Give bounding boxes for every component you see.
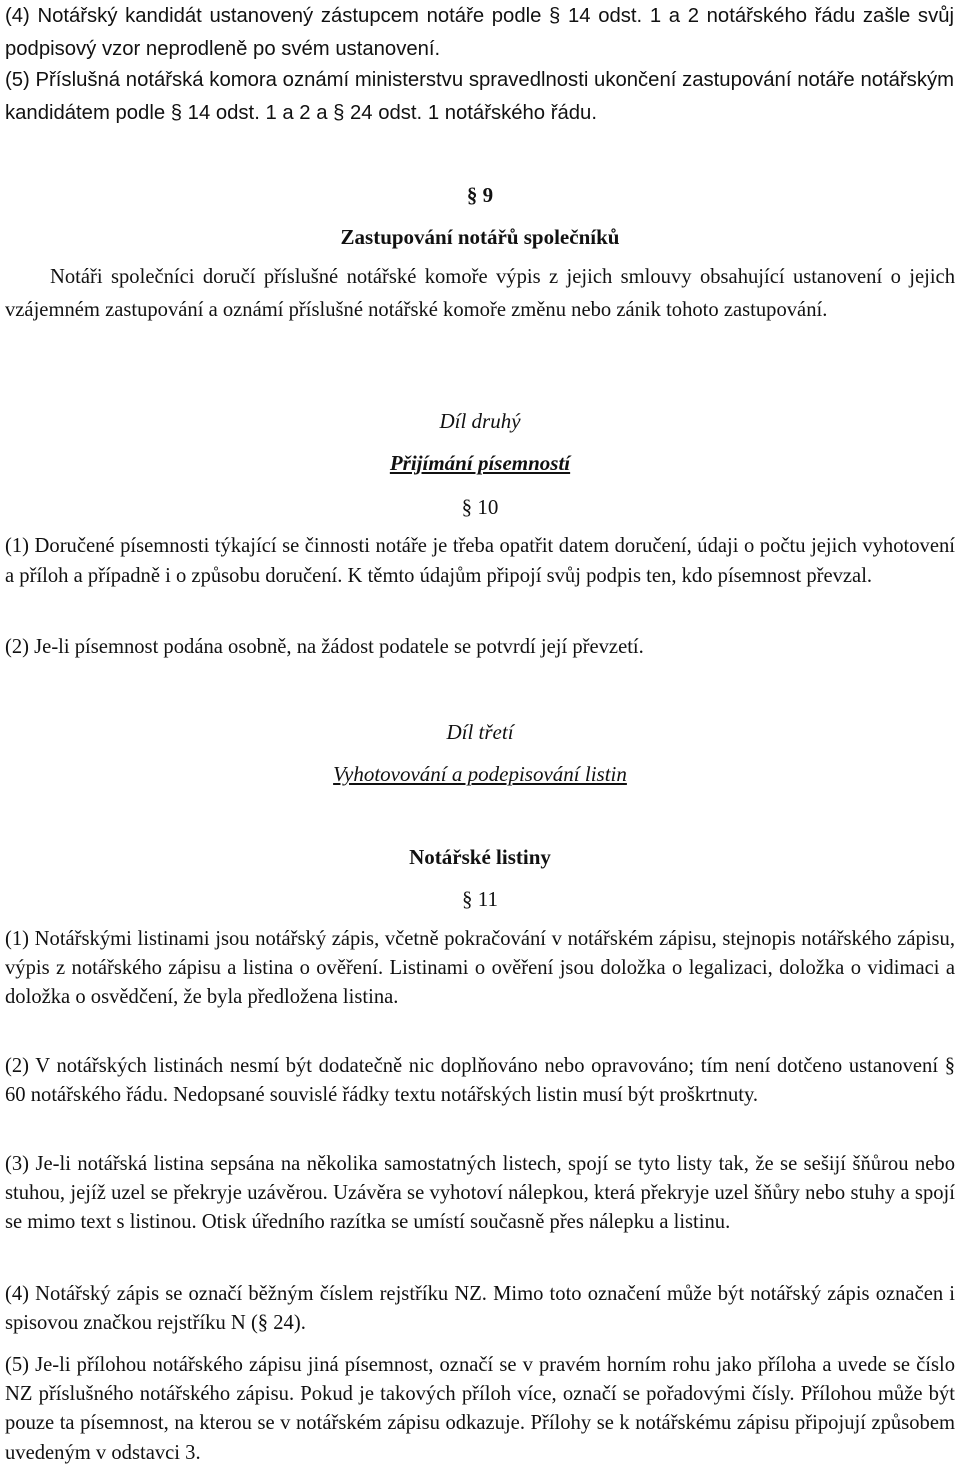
section-10-paragraph-1: (1) Doručené písemnosti týkající se činnosti notáře je třeba opatřit datem doručení, údaji o počtu jejich vyhotovení a příloh a případně i o způsobu doručení. K těmto údajům připojí svůj podpis ten, kdo písemnost převzal. — [5, 535, 955, 587]
paragraph-intro-4: (4) Notářský kandidát ustanovený zástupcem notáře podle § 14 odst. 1 a 2 notářského řádu zašle svůj podpisový vzor neprodleně po svém ustanovení. — [5, 5, 954, 60]
part-3-subtitle: Notářské listiny — [409, 845, 551, 869]
section-11-paragraph-5: (5) Je-li přílohou notářského zápisu jiná písemnost, označí se v pravém horním rohu jako příloha a uvede se číslo NZ příslušného notářského zápisu. Pokud je takových příloh více, označí se pořadovými čísly. Přílohou může být pouze ta písemnost, na kterou se v notářském zápisu odkazuje. Přílohy se k notářskému zápisu připojují způsobem uvedeným v odstavci 3. — [5, 1354, 955, 1464]
section-11-paragraph-4: (4) Notářský zápis se označí běžným číslem rejstříku NZ. Mimo toto označení může být notářský zápis označen i spisovou značkou rejstříku N (§ 24). — [5, 1283, 955, 1335]
section-11-paragraph-1: (1) Notářskými listinami jsou notářský zápis, včetně pokračování v notářském zápisu, stejnopis notářského zápisu, výpis z notářského zápisu a listina o ověření. Listinami o ověření jsou doložka o legalizaci, doložka o vidimaci a doložka o osvědčení, že byla předložena listina. — [5, 928, 955, 1009]
section-9-text: Notáři společníci doručí příslušné notářské komoře výpis z jejich smlouvy obsahující ustanovení o jejich vzájemném zastupování a oznámí příslušné notářské komoře změnu nebo zánik tohoto zastupování. — [5, 266, 955, 321]
part-3-title: Vyhotovování a podepisování listin — [333, 762, 627, 786]
part-2-title: Přijímání písemností — [389, 451, 571, 475]
section-10-number: § 10 — [461, 495, 499, 519]
part-2-label: Díl druhý — [439, 409, 521, 433]
section-11-paragraph-2: (2) V notářských listinách nesmí být dodatečně nic doplňováno nebo opravováno; tím není dotčeno ustanovení § 60 notářského řádu. Nedopsané souvislé řádky textu notářských listin musí být proškrtnuty. — [5, 1055, 955, 1107]
section-9-title: Zastupování notářů společníků — [340, 225, 620, 249]
section-10-paragraph-2: (2) Je-li písemnost podána osobně, na žádost podatele se potvrdí její převzetí. — [5, 636, 644, 658]
section-9-number: § 9 — [466, 183, 494, 207]
part-3-label: Díl třetí — [446, 720, 514, 744]
section-11-paragraph-3: (3) Je-li notářská listina sepsána na několika samostatných listech, spojí se tyto listy tak, že se sešijí šňůrou nebo stuhou, jejíž uzel se překryje uzávěrou. Uzávěra se vyhotoví nálepkou, která překryje uzel šňůry nebo stuhy a spojí se mimo text s listinou. Otisk úředního razítka se umístí současně přes nálepku a listinu. — [5, 1153, 955, 1234]
paragraph-intro-5: (5) Příslušná notářská komora oznámí ministerstvu spravedlnosti ukončení zastupování notáře notářským kandidátem podle § 14 odst. 1 a 2 a § 24 odst. 1 notářského řádu. — [5, 69, 954, 124]
section-11-number: § 11 — [462, 887, 498, 911]
